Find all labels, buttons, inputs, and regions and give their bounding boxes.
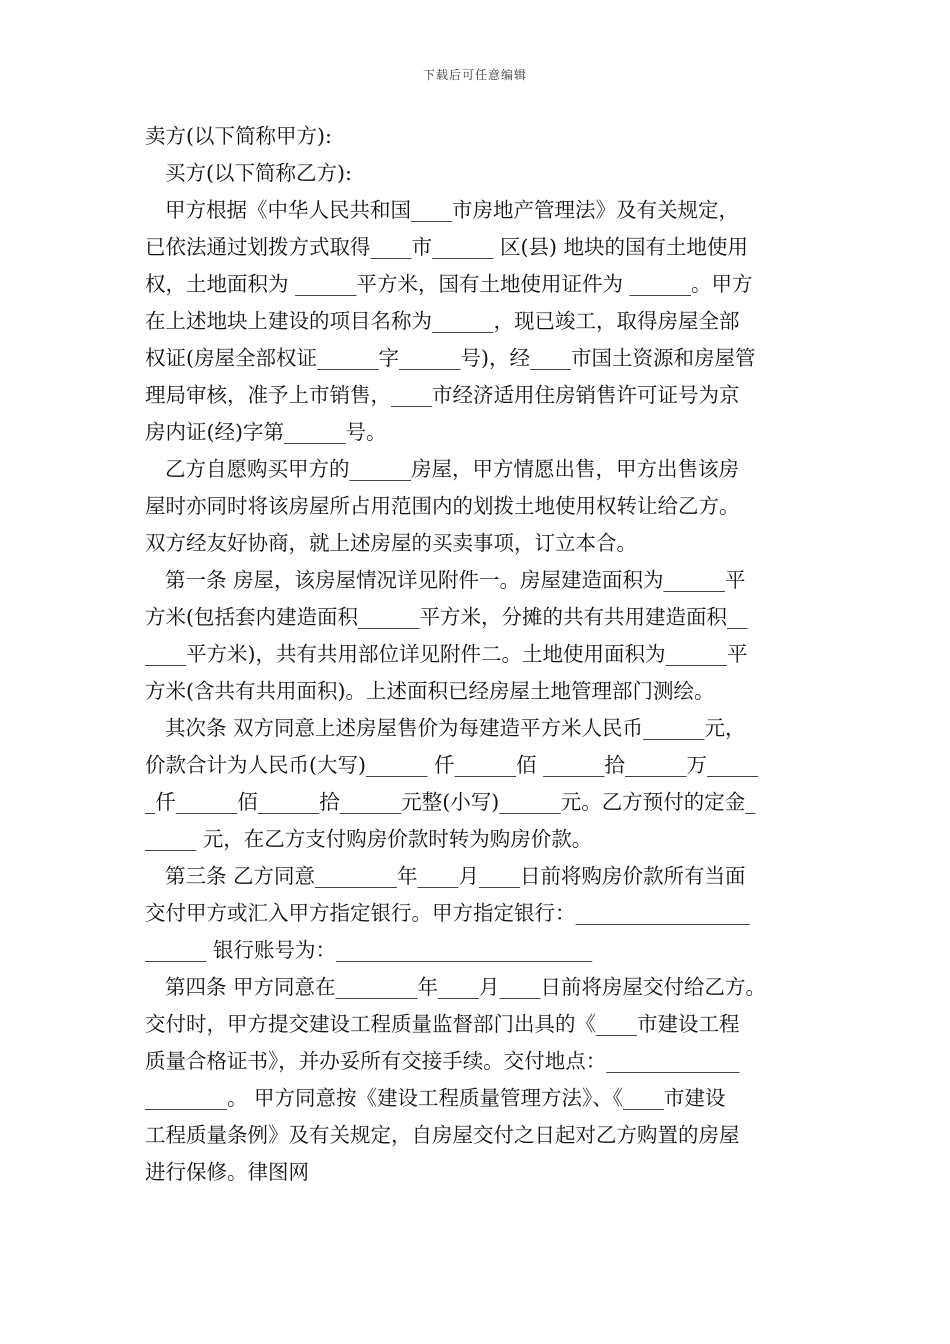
- text-line: 已依法通过划拨方式取得____市______ 区(县) 地块的国有土地使用: [145, 235, 749, 259]
- text-line: 权，土地面积为 ______平方米，国有土地使用证件为 ______。甲方: [145, 272, 753, 296]
- text-line: 乙方自愿购买甲方的______房屋，甲方情愿出售，甲方出售该房: [165, 457, 739, 481]
- text-line: 甲方根据《中华人民共和国____市房地产管理法》及有关规定，: [165, 198, 739, 222]
- text-line: _____ 元，在乙方支付购房价款时转为购房价款。: [145, 827, 593, 851]
- text-line: 交付时，甲方提交建设工程质量监督部门出具的《____市建设工程: [145, 1012, 740, 1036]
- text-line: 屋时亦同时将该房屋所占用范围内的划拨土地使用权转让给乙方。: [145, 494, 740, 518]
- text-line: 工程质量条例》及有关规定，自房屋交付之日起对乙方购置的房屋: [145, 1123, 740, 1147]
- text-line: 买方(以下简称乙方):: [165, 161, 352, 185]
- text-line: ____平方米)，共有共用部位详见附件二。土地使用面积为______平: [145, 642, 748, 666]
- text-line: 卖方(以下简称甲方):: [145, 124, 332, 148]
- text-line: _仟______佰______拾______元整(小写)______元。乙方预付的定金_: [145, 790, 756, 814]
- text-line: 价款合计为人民币(大写)______ 仟______佰 ______拾______万_____: [145, 753, 759, 777]
- text-line: 第三条 乙方同意________年____月____日前将购房价款所有当面: [165, 864, 746, 888]
- text-line: 在上述地块上建设的项目名称为______，现已竣工，取得房屋全部: [145, 309, 740, 333]
- text-line: 理局审核，准予上市销售，____市经济适用住房销售许可证号为京: [145, 383, 740, 407]
- text-line: ______ 银行账号为：_________________________: [145, 938, 593, 962]
- text-line: 权证(房屋全部权证______字______号)，经____市国土资源和房屋管: [145, 346, 756, 370]
- contract-body: [145, 118, 810, 1191]
- text-line: 第一条 房屋，该房屋情况详见附件一。房屋建造面积为______平: [165, 568, 746, 592]
- text-line: 进行保修。律图网: [145, 1160, 309, 1184]
- text-line: ________。 甲方同意按《建设工程质量管理方法》、《____市建设: [145, 1086, 726, 1110]
- text-line: 双方经友好协商，就上述房屋的买卖事项，订立本合。: [145, 531, 637, 555]
- text-line: 第四条 甲方同意在________年____月____日前将房屋交付给乙方。: [165, 975, 767, 999]
- text-line: 其次条 双方同意上述房屋售价为每建造平方米人民币______元，: [165, 716, 746, 740]
- header-note: 下载后可任意编辑: [422, 68, 527, 82]
- text-line: 交付甲方或汇入甲方指定银行。甲方指定银行：_________________: [145, 901, 750, 925]
- text-line: 方米(包括套内建造面积______平方米，分摊的共有共用建造面积__: [145, 605, 748, 629]
- text-line: 方米(含共有共用面积)。上述面积已经房屋土地管理部门测绘。: [145, 679, 715, 703]
- text-line: 房内证(经)字第______号。: [145, 420, 387, 444]
- text-line: 质量合格证书》，并办妥所有交接手续。交付地点：_____________: [145, 1049, 740, 1073]
